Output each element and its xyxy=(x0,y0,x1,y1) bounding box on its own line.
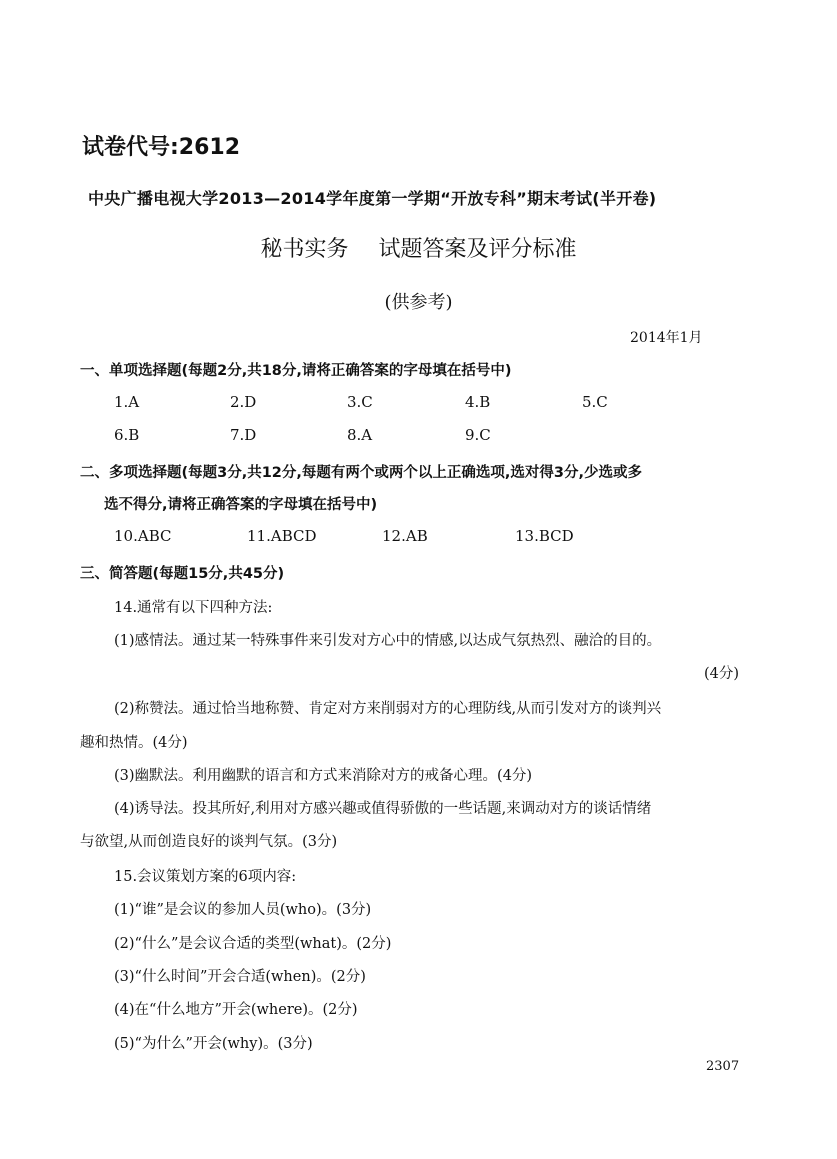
answer-12: 12.AB xyxy=(382,527,428,545)
subject-title: 秘书实务 xyxy=(260,237,349,262)
q14-method-4-line1: (4)诱导法。投其所好,利用对方感兴趣或值得骄傲的一些话题,来调动对方的谈话情绪 xyxy=(114,801,652,817)
q15-intro: 15.会议策划方案的6项内容: xyxy=(114,869,297,885)
answer-3: 3.C xyxy=(347,393,373,411)
q14-method-1-score: (4分) xyxy=(704,666,740,682)
exam-date: 2014年1月 xyxy=(630,330,703,346)
answer-10: 10.ABC xyxy=(114,527,172,545)
answer-8: 8.A xyxy=(347,426,373,444)
answer-2: 2.D xyxy=(230,393,257,411)
answer-7: 7.D xyxy=(230,426,257,444)
section1-heading: 一、单项选择题(每题2分,共18分,请将正确答案的字母填在括号中) xyxy=(80,363,512,379)
answer-5: 5.C xyxy=(582,393,608,411)
page-title xyxy=(0,232,837,263)
q14-method-4-line2: 与欲望,从而创造良好的谈判气氛。(3分) xyxy=(80,834,338,850)
q14-method-1: (1)感情法。通过某一特殊事件来引发对方心中的情感,以达成气氛热烈、融洽的目的。 xyxy=(114,633,662,649)
answer-9: 9.C xyxy=(465,426,491,444)
q14-method-3: (3)幽默法。利用幽默的语言和方式来消除对方的戒备心理。(4分) xyxy=(114,768,533,784)
answer-6: 6.B xyxy=(114,426,140,444)
page-number: 2307 xyxy=(706,1059,740,1074)
exam-code: 试卷代号:2612 xyxy=(82,135,241,160)
reference-note: (供参考) xyxy=(384,292,453,313)
section2-heading-line2: 选不得分,请将正确答案的字母填在括号中) xyxy=(104,497,378,513)
q15-item-5: (5)“为什么”开会(why)。(3分) xyxy=(114,1036,313,1052)
q14-method-2-line2: 趣和热情。(4分) xyxy=(80,735,188,751)
q15-item-3: (3)“什么时间”开会合适(when)。(2分) xyxy=(114,969,366,985)
answer-4: 4.B xyxy=(465,393,491,411)
subtitle: 试题答案及评分标准 xyxy=(378,237,577,262)
exam-header: 中央广播电视大学2013—2014学年度第一学期“开放专科”期末考试(半开卷) xyxy=(88,189,657,208)
q15-item-2: (2)“什么”是会议合适的类型(what)。(2分) xyxy=(114,936,392,952)
q14-intro: 14.通常有以下四种方法: xyxy=(114,600,273,616)
section2-heading-line1: 二、多项选择题(每题3分,共12分,每题有两个或两个以上正确选项,选对得3分,少选或多 xyxy=(80,465,643,481)
q15-item-4: (4)在“什么地方”开会(where)。(2分) xyxy=(114,1002,358,1018)
q14-method-2-line1: (2)称赞法。通过恰当地称赞、肯定对方来削弱对方的心理防线,从而引发对方的谈判兴 xyxy=(114,701,662,717)
section3-heading: 三、简答题(每题15分,共45分) xyxy=(80,566,285,582)
answer-13: 13.BCD xyxy=(515,527,574,545)
answer-1: 1.A xyxy=(114,393,140,411)
answer-11: 11.ABCD xyxy=(247,527,317,545)
q15-item-1: (1)“谁”是会议的参加人员(who)。(3分) xyxy=(114,902,372,918)
